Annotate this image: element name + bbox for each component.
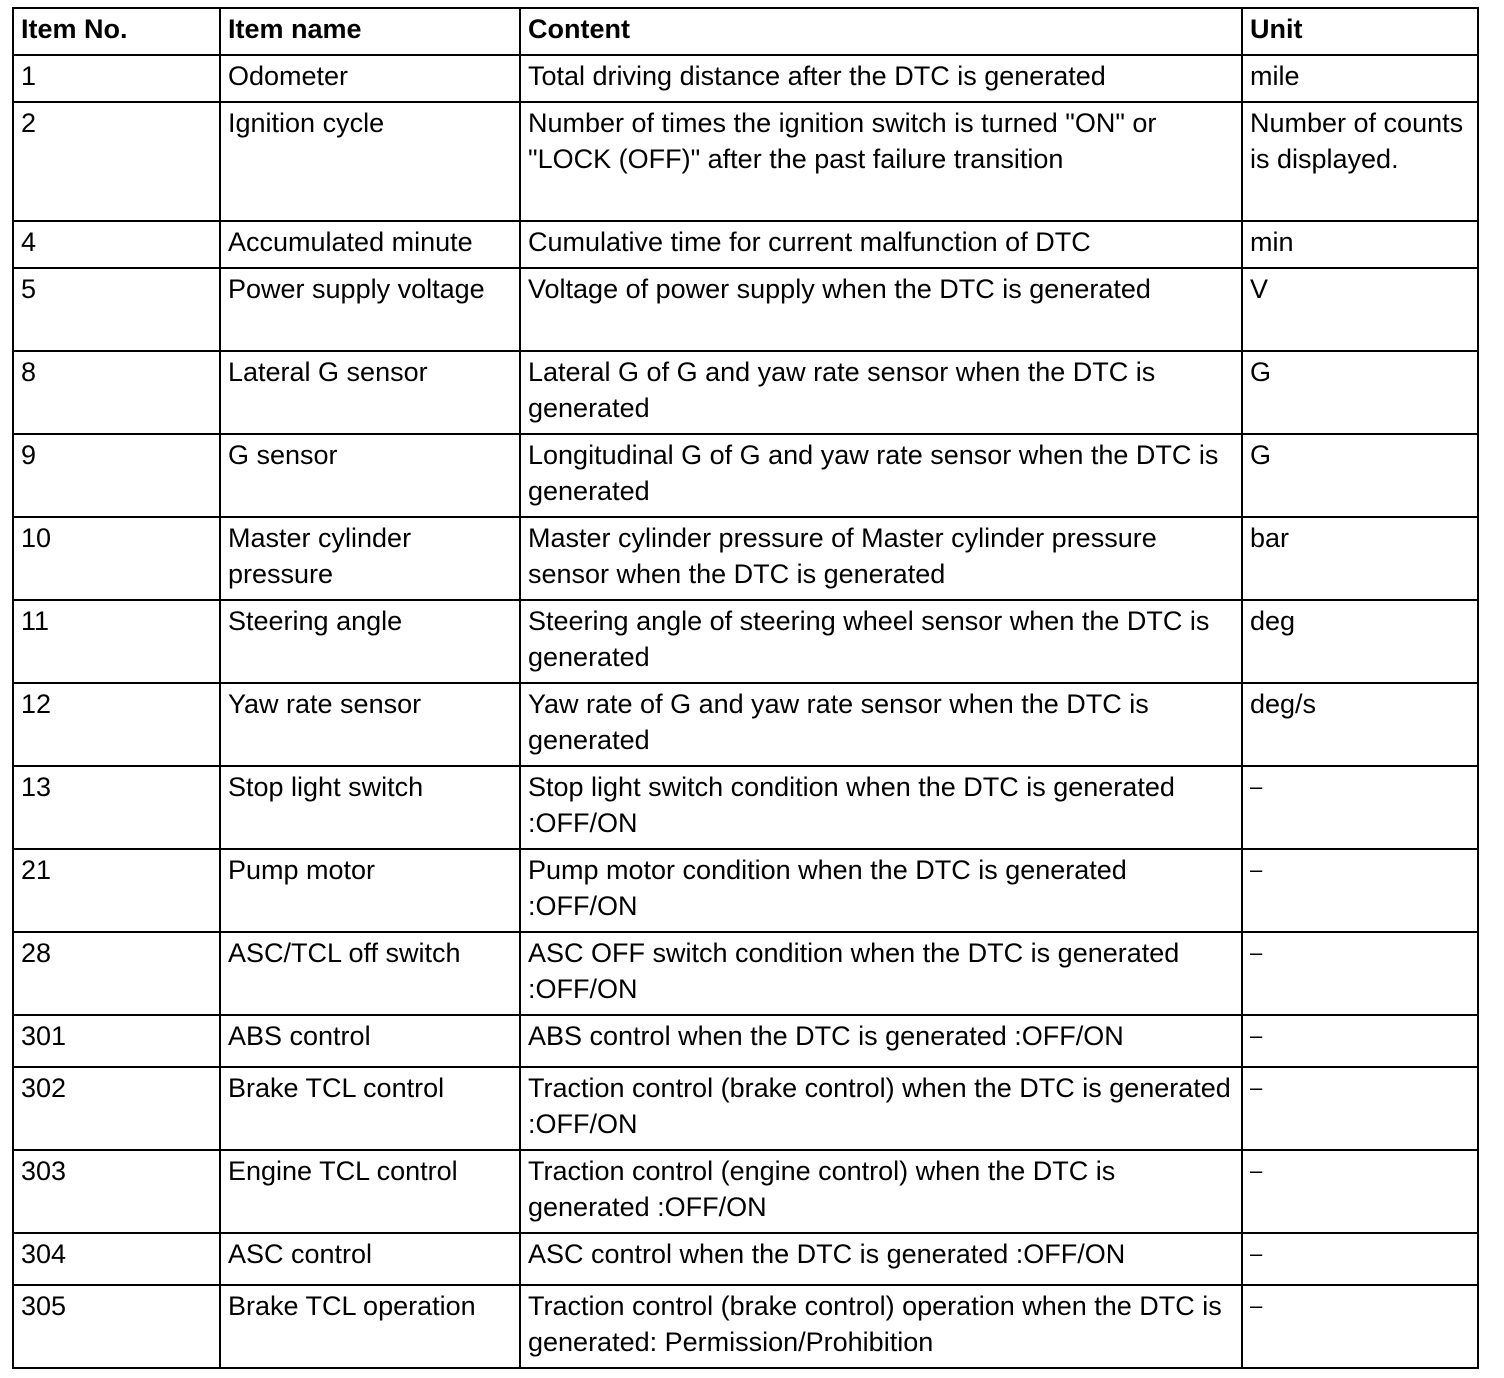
- cell-item-no: 21: [13, 849, 220, 932]
- table-row: [13, 932, 1478, 1015]
- cell-content: Lateral G of G and yaw rate sensor when the DTC is generated: [520, 351, 1242, 434]
- cell-content: ASC OFF switch condition when the DTC is generated :OFF/ON: [520, 932, 1242, 1015]
- cell-item-no: 28: [13, 932, 220, 1015]
- freeze-frame-data-table: [12, 7, 1479, 1369]
- header-item-name: Item name: [220, 8, 520, 55]
- cell-content: Total driving distance after the DTC is generated: [520, 55, 1242, 102]
- cell-item-no: 13: [13, 766, 220, 849]
- cell-item-no: 303: [13, 1150, 220, 1233]
- cell-unit: –: [1242, 932, 1478, 1015]
- header-content: Content: [520, 8, 1242, 55]
- cell-item-name: G sensor: [220, 434, 520, 517]
- cell-unit: –: [1242, 766, 1478, 849]
- table-row: [13, 268, 1478, 351]
- cell-unit: G: [1242, 351, 1478, 434]
- table-row: [13, 1067, 1478, 1150]
- table-row: [13, 434, 1478, 517]
- cell-unit: –: [1242, 1285, 1478, 1368]
- cell-item-no: 1: [13, 55, 220, 102]
- cell-content: Yaw rate of G and yaw rate sensor when the DTC is generated: [520, 683, 1242, 766]
- cell-item-name: ASC/TCL off switch: [220, 932, 520, 1015]
- cell-item-name: Power supply voltage: [220, 268, 520, 351]
- cell-unit: –: [1242, 1067, 1478, 1150]
- cell-content: Pump motor condition when the DTC is generated :OFF/ON: [520, 849, 1242, 932]
- cell-item-no: 2: [13, 102, 220, 221]
- table-row: [13, 766, 1478, 849]
- table-row: [13, 1015, 1478, 1067]
- cell-unit: –: [1242, 1150, 1478, 1233]
- cell-item-no: 4: [13, 221, 220, 268]
- table-row: [13, 221, 1478, 268]
- cell-item-name: Lateral G sensor: [220, 351, 520, 434]
- cell-unit: Number of counts is displayed.: [1242, 102, 1478, 221]
- cell-item-name: Pump motor: [220, 849, 520, 932]
- cell-item-no: 8: [13, 351, 220, 434]
- cell-unit: deg: [1242, 600, 1478, 683]
- table-body: [13, 55, 1478, 1368]
- cell-unit: mile: [1242, 55, 1478, 102]
- cell-content: Traction control (brake control) operation when the DTC is generated: Permission/Prohibition: [520, 1285, 1242, 1368]
- cell-content: Steering angle of steering wheel sensor when the DTC is generated: [520, 600, 1242, 683]
- cell-content: ASC control when the DTC is generated :OFF/ON: [520, 1233, 1242, 1285]
- table-row: [13, 1150, 1478, 1233]
- table-row: [13, 600, 1478, 683]
- cell-item-name: Accumulated minute: [220, 221, 520, 268]
- cell-content: Longitudinal G of G and yaw rate sensor when the DTC is generated: [520, 434, 1242, 517]
- cell-unit: min: [1242, 221, 1478, 268]
- cell-content: Traction control (engine control) when the DTC is generated :OFF/ON: [520, 1150, 1242, 1233]
- table-row: [13, 683, 1478, 766]
- cell-content: Number of times the ignition switch is turned "ON" or "LOCK (OFF)" after the past failure transition: [520, 102, 1242, 221]
- cell-content: Master cylinder pressure of Master cylinder pressure sensor when the DTC is generated: [520, 517, 1242, 600]
- cell-content: Stop light switch condition when the DTC is generated :OFF/ON: [520, 766, 1242, 849]
- cell-item-no: 302: [13, 1067, 220, 1150]
- cell-item-no: 301: [13, 1015, 220, 1067]
- table-row: [13, 1285, 1478, 1368]
- cell-item-no: 12: [13, 683, 220, 766]
- cell-item-no: 10: [13, 517, 220, 600]
- cell-unit: deg/s: [1242, 683, 1478, 766]
- cell-item-no: 304: [13, 1233, 220, 1285]
- cell-item-no: 5: [13, 268, 220, 351]
- cell-item-name: ASC control: [220, 1233, 520, 1285]
- table-row: [13, 517, 1478, 600]
- header-unit: Unit: [1242, 8, 1478, 55]
- cell-content: ABS control when the DTC is generated :OFF/ON: [520, 1015, 1242, 1067]
- cell-unit: –: [1242, 1015, 1478, 1067]
- cell-content: Voltage of power supply when the DTC is generated: [520, 268, 1242, 351]
- cell-unit: –: [1242, 1233, 1478, 1285]
- cell-unit: bar: [1242, 517, 1478, 600]
- cell-item-name: Master cylinder pressure: [220, 517, 520, 600]
- cell-item-name: Ignition cycle: [220, 102, 520, 221]
- cell-item-no: 305: [13, 1285, 220, 1368]
- cell-unit: G: [1242, 434, 1478, 517]
- cell-item-name: Steering angle: [220, 600, 520, 683]
- cell-unit: V: [1242, 268, 1478, 351]
- cell-item-name: Yaw rate sensor: [220, 683, 520, 766]
- table-row: [13, 55, 1478, 102]
- table-header-row: [13, 8, 1478, 55]
- table-row: [13, 102, 1478, 221]
- table-row: [13, 1233, 1478, 1285]
- cell-item-name: Brake TCL operation: [220, 1285, 520, 1368]
- cell-content: Cumulative time for current malfunction of DTC: [520, 221, 1242, 268]
- cell-item-name: ABS control: [220, 1015, 520, 1067]
- cell-item-name: Stop light switch: [220, 766, 520, 849]
- table-row: [13, 351, 1478, 434]
- cell-item-no: 11: [13, 600, 220, 683]
- header-item-no: Item No.: [13, 8, 220, 55]
- cell-item-name: Odometer: [220, 55, 520, 102]
- cell-item-name: Engine TCL control: [220, 1150, 520, 1233]
- cell-item-no: 9: [13, 434, 220, 517]
- cell-item-name: Brake TCL control: [220, 1067, 520, 1150]
- table-row: [13, 849, 1478, 932]
- cell-content: Traction control (brake control) when the DTC is generated :OFF/ON: [520, 1067, 1242, 1150]
- cell-unit: –: [1242, 849, 1478, 932]
